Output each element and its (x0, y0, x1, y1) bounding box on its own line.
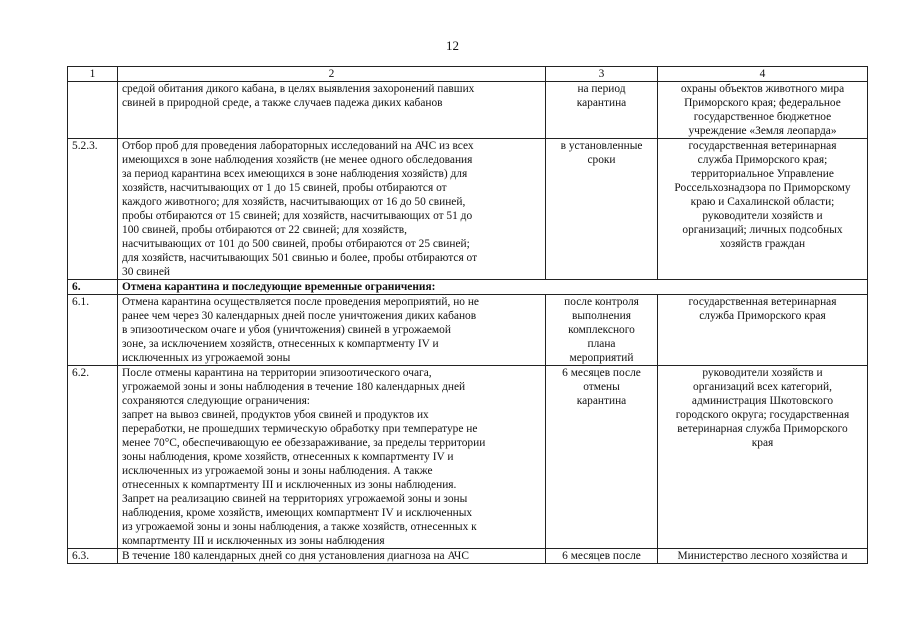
measure-description-line: пробы отбираются от 15 свиней; для хозяйств, насчитывающих от 51 до (122, 210, 473, 222)
responsible-parties (658, 366, 868, 549)
responsible-parties-line: территориальное Управление (691, 168, 834, 180)
execution-term (546, 366, 658, 549)
execution-term-line: отмены (583, 381, 620, 393)
measure-description-line: Отбор проб для проведения лабораторных исследований на АЧС из всех (122, 140, 474, 152)
measure-description-line: насчитывающих от 101 до 500 свиней, пробы отбираются от 25 свиней; (122, 238, 470, 250)
measure-description-line: из угрожаемой зоны и зоны наблюдения, а также хозяйств, отнесенных к (122, 521, 477, 533)
table-row (68, 82, 868, 139)
responsible-parties-line: администрация Шкотовского (691, 395, 834, 407)
execution-term-line: карантина (576, 97, 627, 109)
row-number: 6. (68, 280, 118, 295)
measure-description-line: в эпизоотическом очаге и убоя (уничтожения) свиней в угрожаемой (122, 324, 451, 336)
measure-description-line: для хозяйств, насчитывающих 501 свинью и более, пробы отбираются от (122, 252, 478, 264)
responsible-parties-line: хозяйств граждан (719, 238, 806, 250)
execution-term-line: 6 месяцев после (562, 550, 641, 562)
measure-description (118, 366, 546, 549)
responsible-parties (658, 549, 868, 564)
measures-table (67, 66, 868, 564)
execution-term-line: 6 месяцев после (562, 367, 641, 379)
table-row (68, 280, 868, 295)
responsible-parties-line: ветеринарная служба Приморского (677, 423, 848, 435)
execution-term-line: плана (587, 338, 616, 350)
table-row (68, 366, 868, 549)
responsible-parties-line: Министерство лесного хозяйства и (677, 550, 848, 562)
measure-description-line: сохраняются следующие ограничения: (122, 395, 310, 407)
responsible-parties (658, 82, 868, 139)
row-number: 5.2.3. (68, 139, 118, 280)
measure-description (118, 295, 546, 366)
measure-description (118, 82, 546, 139)
measure-description-line: Запрет на реализацию свиней на территориях угрожаемой зоны и зоны (122, 493, 468, 505)
measure-description-line: свиней в природной среде, а также случаев падежа диких кабанов (122, 97, 443, 109)
header-col-1: 1 (68, 67, 118, 82)
measure-description-line: 100 свиней, пробы отбираются от 22 свиней; для хозяйств, (122, 224, 407, 236)
responsible-parties-line: государственное бюджетное (693, 111, 832, 123)
measure-description-line: угрожаемой зоны и зоны наблюдения в течение 180 календарных дней (122, 381, 466, 393)
measure-description-line: запрет на вывоз свиней, продуктов убоя свиней и продуктов их (122, 409, 429, 421)
row-number: 6.1. (68, 295, 118, 366)
measure-description-line: компартменту III и исключенных из зоны наблюдения (122, 535, 385, 547)
execution-term (546, 139, 658, 280)
row-number: 6.3. (68, 549, 118, 564)
measure-description-line: средой обитания дикого кабана, в целях выявления захоронений павших (122, 83, 475, 95)
execution-term-line: после контроля (564, 296, 639, 308)
measure-description-line: ранее чем через 30 календарных дней после уничтожения диких кабанов (122, 310, 477, 322)
execution-term-line: карантина (576, 395, 627, 407)
measure-description-line: хозяйств, насчитывающих от 1 до 15 свиней, пробы отбираются от (122, 182, 447, 194)
responsible-parties-line: Россельхознадзора по Приморскому (674, 182, 851, 194)
measure-description-line: зоне, за исключением хозяйств, отнесенных к компартменту IV и (122, 338, 439, 350)
responsible-parties-line: организаций всех категорий, (693, 381, 832, 393)
table-header-row (68, 67, 868, 82)
execution-term-line: комплексного (568, 324, 635, 336)
execution-term-line: мероприятий (569, 352, 634, 364)
measure-description-line: отнесенных к компартменту III и исключенных из зоны наблюдения. (122, 479, 457, 491)
header-col-4: 4 (658, 67, 868, 82)
execution-term (546, 82, 658, 139)
measure-description-line: каждого животного; для хозяйств, насчитывающих от 16 до 50 свиней, (122, 196, 466, 208)
section-title: Отмена карантина и последующие временные ограничения: (118, 280, 868, 295)
measure-description-line: переработки, не прошедших термическую обработку при температуре не (122, 423, 478, 435)
responsible-parties-line: руководители хозяйств и (702, 367, 823, 379)
row-number (68, 82, 118, 139)
measure-description-line: за период карантина всех имеющихся в зоне наблюдения хозяйств) для (122, 168, 468, 180)
execution-term (546, 549, 658, 564)
header-col-3: 3 (546, 67, 658, 82)
execution-term-line: в установленные (560, 140, 643, 152)
responsible-parties (658, 295, 868, 366)
responsible-parties-line: края (751, 437, 774, 449)
measure-description-line: Отмена карантина осуществляется после проведения мероприятий, но не (122, 296, 479, 308)
responsible-parties-line: государственная ветеринарная (688, 296, 837, 308)
responsible-parties-line: руководители хозяйств и (702, 210, 823, 222)
responsible-parties-line: краю и Сахалинской области; (690, 196, 835, 208)
execution-term (546, 295, 658, 366)
measure-description-line: имеющихся в зоне наблюдения хозяйств (не менее одного обследования (122, 154, 473, 166)
responsible-parties-line: организаций; личных подсобных (682, 224, 843, 236)
execution-term-line: сроки (587, 154, 616, 166)
responsible-parties-line: служба Приморского края (699, 310, 826, 322)
table-row (68, 139, 868, 280)
row-number: 6.2. (68, 366, 118, 549)
responsible-parties (658, 139, 868, 280)
measure-description (118, 139, 546, 280)
responsible-parties-line: городского округа; государственная (675, 409, 850, 421)
execution-term-line: на период (577, 83, 626, 95)
measure-description-line: наблюдения, кроме хозяйств, имеющих компартмент IV и исключенных (122, 507, 473, 519)
table-row (68, 295, 868, 366)
responsible-parties-line: Приморского края; федеральное (684, 97, 841, 109)
measure-description-line: зоны наблюдения, кроме хозяйств, отнесенных к компартменту IV и (122, 451, 454, 463)
measure-description (118, 549, 546, 564)
measure-description-line: менее 70°С, обеспечивающую ее обеззараживание, за пределы территории (122, 437, 486, 449)
responsible-parties-line: охраны объектов животного мира (680, 83, 845, 95)
header-col-2: 2 (118, 67, 546, 82)
measure-description-line: исключенных из угрожаемой зоны (122, 352, 291, 364)
execution-term-line: выполнения (572, 310, 631, 322)
responsible-parties-line: государственная ветеринарная (688, 140, 837, 152)
measure-description-line: исключенных из угрожаемой зоны и зоны наблюдения. А также (122, 465, 433, 477)
measure-description-line: После отмены карантина на территории эпизоотического очага, (122, 367, 432, 379)
measure-description-line: 30 свиней (122, 266, 171, 278)
page-number: 12 (446, 38, 459, 53)
responsible-parties-line: служба Приморского края; (697, 154, 828, 166)
measure-description-line: В течение 180 календарных дней со дня установления диагноза на АЧС (122, 550, 469, 562)
responsible-parties-line: учреждение «Земля леопарда» (688, 125, 837, 137)
table-row (68, 549, 868, 564)
